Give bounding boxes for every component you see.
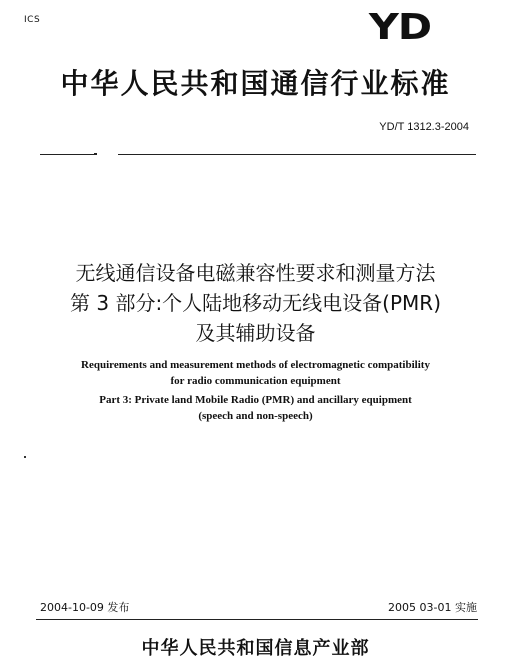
header-rule-short [40, 154, 96, 155]
footer-rule [36, 619, 478, 620]
title-en-line-4: (speech and non-speech) [198, 410, 313, 422]
yd-logo: YD [368, 7, 431, 48]
implement-date: 2005 03-01 实施 [388, 601, 477, 614]
scan-speck [24, 456, 26, 458]
title-en-line-3: Part 3: Private land Mobile Radio (PMR) and ancillary equipment [99, 394, 412, 406]
title-zh-line-3: 及其辅助设备 [195, 321, 316, 345]
title-en-line-2: for radio communication equipment [170, 375, 341, 387]
title-en-line-1: Requirements and measurement methods of electromagnetic compatibility [81, 359, 430, 371]
title-zh-line-1: 无线通信设备电磁兼容性要求和测量方法 [75, 261, 436, 285]
issue-date: 2004-10-09 发布 [40, 601, 130, 614]
title-zh-line-2: 第 3 部分:个人陆地移动无线电设备(PMR) [70, 291, 441, 315]
ics-label: ICS [24, 15, 41, 25]
publisher: 中华人民共和国信息产业部 [141, 638, 370, 659]
header-rule-long [118, 154, 476, 155]
standard-number: YD/T 1312.3-2004 [379, 121, 469, 133]
header-rule-dot [94, 153, 97, 155]
standard-title: 中华人民共和国通信行业标准 [60, 67, 451, 100]
